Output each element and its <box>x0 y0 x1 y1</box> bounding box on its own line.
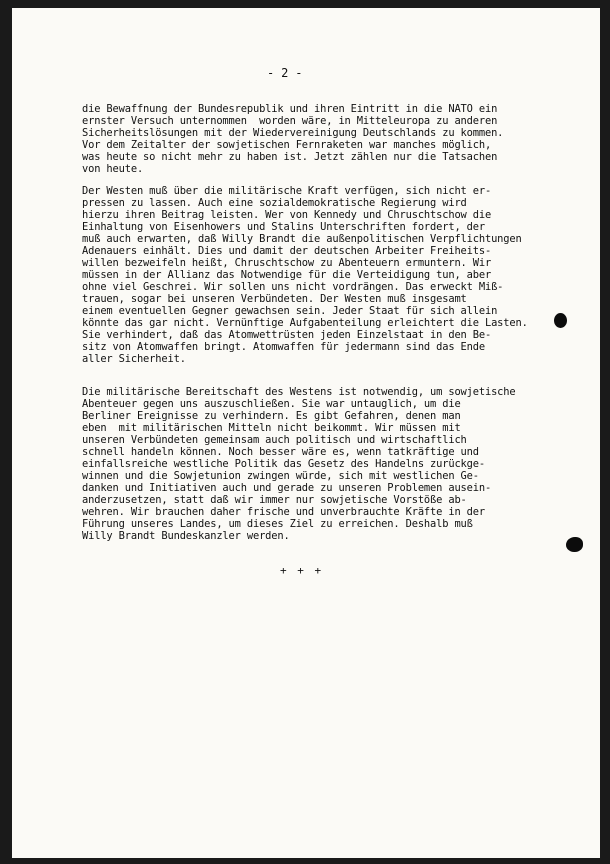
text-line: aller Sicherheit. <box>82 353 186 365</box>
text-line: könnte das gar nicht. Vernünftige Aufgabenteilung erleichtert die Lasten. <box>82 317 528 329</box>
text-line: winnen und die Sowjetunion zwingen würde, sich mit westlichen Ge- <box>82 470 479 482</box>
text-line: die Bewaffnung der Bundesrepublik und ihren Eintritt in die NATO ein <box>82 103 498 115</box>
text-line: Der Westen muß über die militärische Kraft verfügen, sich nicht er- <box>82 185 492 197</box>
text-line: was heute so nicht mehr zu haben ist. Jetzt zählen nur die Tatsachen <box>82 151 498 163</box>
text-line: unseren Verbündeten gemeinsam auch politisch und wirtschaftlich <box>82 434 467 446</box>
text-line: sitz von Atomwaffen bringt. Atomwaffen für jedermann sind das Ende <box>82 341 485 353</box>
text-line: einem eventuellen Gegner gewachsen sein. Jeder Staat für sich allein <box>82 305 498 317</box>
paragraph-2 <box>82 185 602 365</box>
text-line: Abenteuer gegen uns auszuschließen. Sie war untauglich, um die <box>82 398 461 410</box>
text-line: müssen in der Allianz das Notwendige für die Verteidigung tun, aber <box>82 269 492 281</box>
text-line: von heute. <box>82 163 144 175</box>
paragraph-3 <box>82 386 602 542</box>
text-line: hierzu ihren Beitrag leisten. Wer von Kennedy und Chruschtschow die <box>82 209 492 221</box>
paragraph-1 <box>82 103 602 175</box>
text-line: trauen, sogar bei unseren Verbündeten. Der Westen muß insgesamt <box>82 293 467 305</box>
text-line: Einhaltung von Eisenhowers und Stalins Unterschriften fordert, der <box>82 221 485 233</box>
text-line: danken und Initiativen auch und gerade zu unseren Problemen ausein- <box>82 482 492 494</box>
text-line: Sie verhindert, daß das Atomwettrüsten jeden Einzelstaat in den Be- <box>82 329 492 341</box>
text-line: pressen zu lassen. Auch eine sozialdemokratische Regierung wird <box>82 197 467 209</box>
text-line: muß auch erwarten, daß Willy Brandt die außenpolitischen Verpflichtungen <box>82 233 522 245</box>
text-line: schnell handeln können. Noch besser wäre es, wenn tatkräftige und <box>82 446 479 458</box>
text-line: ernster Versuch unternommen worden wäre, in Mitteleuropa zu anderen <box>82 115 498 127</box>
end-mark: + + + <box>280 564 324 577</box>
ink-blot <box>554 313 567 328</box>
text-line: ohne viel Geschrei. Wir sollen uns nicht vordrängen. Das erweckt Miß- <box>82 281 504 293</box>
text-line: Sicherheitslösungen mit der Wiedervereinigung Deutschlands zu kommen. <box>82 127 504 139</box>
text-line: wehren. Wir brauchen daher frische und unverbrauchte Kräfte in der <box>82 506 485 518</box>
text-line: einfallsreiche westliche Politik das Gesetz des Handelns zurückge- <box>82 458 485 470</box>
text-line: Führung unseres Landes, um dieses Ziel zu erreichen. Deshalb muß <box>82 518 473 530</box>
text-line: willen bezweifeln heißt, Chruschtschow zu Abenteuern ermuntern. Wir <box>82 257 492 269</box>
ink-blot <box>566 537 583 552</box>
text-line: Die militärische Bereitschaft des Westens ist notwendig, um sowjetische <box>82 386 516 398</box>
text-line: Willy Brandt Bundeskanzler werden. <box>82 530 290 542</box>
text-line: eben mit militärischen Mitteln nicht beikommt. Wir müssen mit <box>82 422 461 434</box>
text-line: Adenauers einhält. Dies und damit der deutschen Arbeiter Freiheits- <box>82 245 492 257</box>
text-line: Berliner Ereignisse zu verhindern. Es gibt Gefahren, denen man <box>82 410 461 422</box>
document-page <box>12 8 600 858</box>
text-line: anderzusetzen, statt daß wir immer nur sowjetische Vorstöße ab- <box>82 494 467 506</box>
text-line: Vor dem Zeitalter der sowjetischen Fernraketen war manches möglich, <box>82 139 492 151</box>
page-number: - 2 - <box>267 66 303 80</box>
